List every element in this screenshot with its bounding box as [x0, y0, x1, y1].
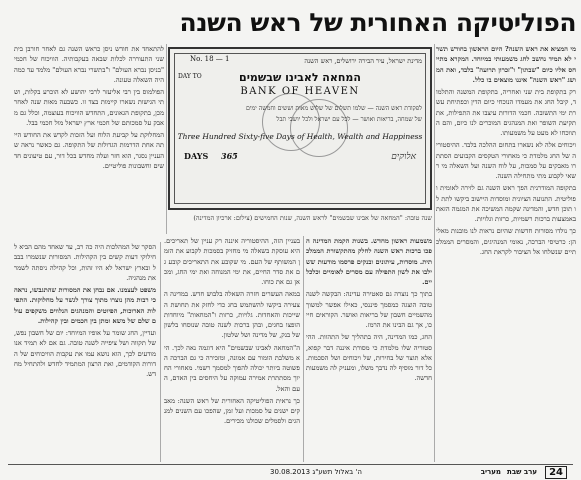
column-divider [160, 242, 161, 462]
footer-rule [8, 464, 573, 465]
certificate-body-hebrew: של שמחה, בריאות ואושר — לכל עם ישראל ולכל יושבי תבל [276, 116, 422, 123]
certificate-days [184, 151, 238, 161]
paragraph: במאה העשרים חזרה השאלה בלבוש חדש. במדינה הצעירה ביקשו להשתמש בחג כדי לחזק את תחושת השייכות והאחדות. גלויות, כרזות ו"המחאות" מיוחדות הופצו בחגים, ובהן ברכות לשנה טובה שנוסחו בלשון של בנק, של מדינה ושל שלטון. [164, 290, 300, 340]
paragraph: כך נראית הפוליטיקה האחורית של ראש השנה: מאבקים ישנים על סמכות ועל זמן, שהפכו עם השנים למנהגים ולסמלים שכולנו מכירים. [164, 396, 300, 426]
paragraph: להתאחד את חודש ניסן כראש השנה גם לאחר חורבן בית שני התעוררה לכלות שבאה בעקבותיה. הוויכוח של חכמי "בניסן נברא העולם" ו"בתשרי נברא העולם" מלמד עד כמה היה השאלה טעונה. [14, 45, 164, 84]
page-number: 24 [545, 466, 567, 479]
paragraph: כך נולדו מסורות חדשות שהיום נראות לנו מובנות מאליהן: כרטיסי הברכה, נאומי המנהיגים, והמסרים הממלכתיים שנשלחו אל הציבור לקראת החג. [436, 227, 576, 256]
certificate-days-label: DAYS [184, 151, 209, 161]
paragraph: החג, כמו המדינה, היה בתהליך של התהוות. ההיסטוריה שלו מלמדת כי מסורת איננה דבר קפוא, אלא תוצר של בחירות, של ויכוחים ושל הסכמות. כל דור מוסיף לה נדבך משלו, ומעניק לה משמעות חדשה. [306, 333, 432, 383]
paragraph: רק בתקופת בית שני ואחריה, בתקופת המשנה והתלמוד, קיבל החג את מעמדו הנוכחי כיום הדין וכפתיחת עשרת ימי התשובה. חכמי הדורות עיצבו את התפילות, את תקיעת השופר ואת המנהגים המוכרים לנו כיום, והם התווכחו לא מעט על משמעותו. [436, 88, 576, 137]
issue-date: ה' באלול תשע"ג 30.08.2013 [270, 468, 362, 476]
paragraph: בעניין הזה, ההיסטוריה איננה רק עניין של תאריכים. היא עוסקת בשאלה מי מחזיק בסמכות לקבוע את הזמן המשותף של העם. מי שקובע את התאריכים קובע גם את סדר החיים, את ימי המנוחה ואת ימי החג, ומכאן גם את כוחו. [164, 237, 300, 286]
article-headline: הפוליטיקה האחורית של ראש השנה [179, 8, 576, 37]
certificate-top-line: מדינת ישראל, עיר הבירה ירושלים, ראש השנה [304, 57, 422, 65]
paragraph: הסקר של המהלכות היה כה רב, עד שאחד מהם הביא לחילוקי דעות קשים בין הקהילות. המסורות שנשמרו בבבל ובארץ ישראל לא היו זהות, וכל קהילה ניסתה לשמר את מנהגיה. [14, 243, 156, 282]
certificate-english-line: Three Hundred Sixty-five Days of Health, Wealth and Happiness [177, 132, 423, 141]
article-column-left [14, 242, 156, 462]
paragraph: מי המציא את ראש השנה? היום הראשון בחודש תשרי לא תמיד נחשב לחג משמעותי במיוחד. המקרא מתייחס אליו כיום "שבתון" ו"זכרון תרועה" בלבד, ואת המושג "ראש השנה" איננו מוצאים בו כלל. [436, 45, 576, 84]
paragraph: בתוך כך נוצרה גם סאטירה עדינה: הבקשה לשנה טובה הוצגה כמסמך פיננסי, כאילו אפשר למשוך מהשמיים חשבון של בריאות ואושר. הקוראים חייכו, אך גם הבינו את הרמז. [306, 290, 432, 329]
certificate-days-value: 365 [221, 151, 238, 161]
paragraph: ה"המחאה לאבינו שבשמים" היא דוגמה נאה לכך. היא משלבת הומור עם אמונה, ומזכירה כי גם הברכה הפשוטה ביותר יכולה להפוך למסמך רשמי. מאחורי החיוך מסתתרת אמירה עמוקה על היחסים בין האדם, העם והאל. [164, 343, 300, 393]
article-column-right [436, 44, 576, 462]
article-column-middle [164, 236, 300, 462]
paragraph: בתקופה המודרנית הפך ראש השנה גם לזירה לאומית ופוליטית. התנועה הציונית ומוסדות היישוב ביקשו לתת לו תוכן חדש, והמדינה שקמה המשיכה את המגמה הזאת באמצעות ברכות רשמיות, כרזות וגלויות. [436, 184, 576, 223]
certificate-signature: אלוקים [391, 152, 416, 162]
newspaper-name: מעריב [480, 468, 501, 476]
certificate-body-hebrew: לפקודת ראש השנה — שלמו תשלום של שלוש מאות וששים וחמשה ימים [246, 105, 422, 112]
column-divider [303, 236, 304, 462]
paragraph: משמעות ראשון מחדש. בשנות הקמת המדינה הפכו ברכות ראש השנה לחלק מהתקשורת הממלכתית. מוסדות, עיתונים ובנקים פרסמו מודעות ששילבו את לשון התפילה עם מסרים לאומיים וכלכליים. [306, 237, 432, 286]
article-column-left-top [14, 44, 164, 242]
article-column-center [306, 236, 432, 462]
paragraph: הפולמוס בין רבי אליעזר לרבי יהושע לא הוכרע בקלות, ושתי הגישות נשארו קיימות בצד זו. כשבעה מאות שנה לאחר מכן, בתקופת הגאונים, התחדש הוויכוח בעוצמה, וכלל גם מאבק על סמכותם של חכמי ארץ ישראל מול חכמי בבל. [14, 88, 164, 127]
certificate-title-hebrew: המחאה לאבינו שבשמים [239, 71, 361, 84]
certificate-title-english: BANK OF HEAVEN [240, 86, 360, 97]
image-caption: שנה טובה: "המחאה של אבינו שבשמים" לראש השנה, שנות החמישים (צילום: ארכיון המדינה) [193, 214, 432, 222]
column-divider [434, 44, 435, 462]
section-name: ערב שבת [507, 468, 537, 476]
bank-of-heaven-certificate [168, 47, 432, 210]
certificate-day-to: DAY TO [178, 73, 202, 80]
certificate-number: No. 18 — 1 [190, 55, 230, 63]
paragraph: ויכוחים אלה לא נשארו בתחום ההלכה בלבד. ההיסטוריה של החג מלמדת כי מאחורי הטקסים הקבועים הסתתרו מאבקים על סמכות, על לוח השנה ועל השאלה מי רשאי לקבוע מתי מתחילה השנה. [436, 141, 576, 180]
paragraph: משפט לעצמנו. אם נבחן את המסורות שהתגבשו, נראה כי רבות מהן נוצרו מתוך צורך לגשר על מחלוקות. התפילות הארוכות, הפיוטים והמנהגים הנלווים משקפים עולם שלם של משא ומתן בין חכמים ובין קהילות. [14, 286, 156, 325]
paragraph: המחלוקת על קביעת הלוח ועל הזכות לקדש את החודש הייתה אחת הדרמות הגדולות של התקופה. גם כאשר נראה שהעניין נסגר, הוא חזר ועלה מחדש בכל דור, עם טיעונים חדשים וחשבונות פוליטיים. [14, 131, 164, 170]
column-divider [166, 44, 167, 234]
paragraph: ועדיין, החג שומר על אופיו המיוחד: יום של חשבון נפש, של תקווה ושל ציפייה לשנה טובה. גם אם לא תמיד אנו מודעים לכך, הוא נושא עמו את עקבות הוויכוחים של הדורות הקודמים, ואת הרצון המתמיד לחדש ולהתחיל מחדש. [14, 329, 156, 378]
